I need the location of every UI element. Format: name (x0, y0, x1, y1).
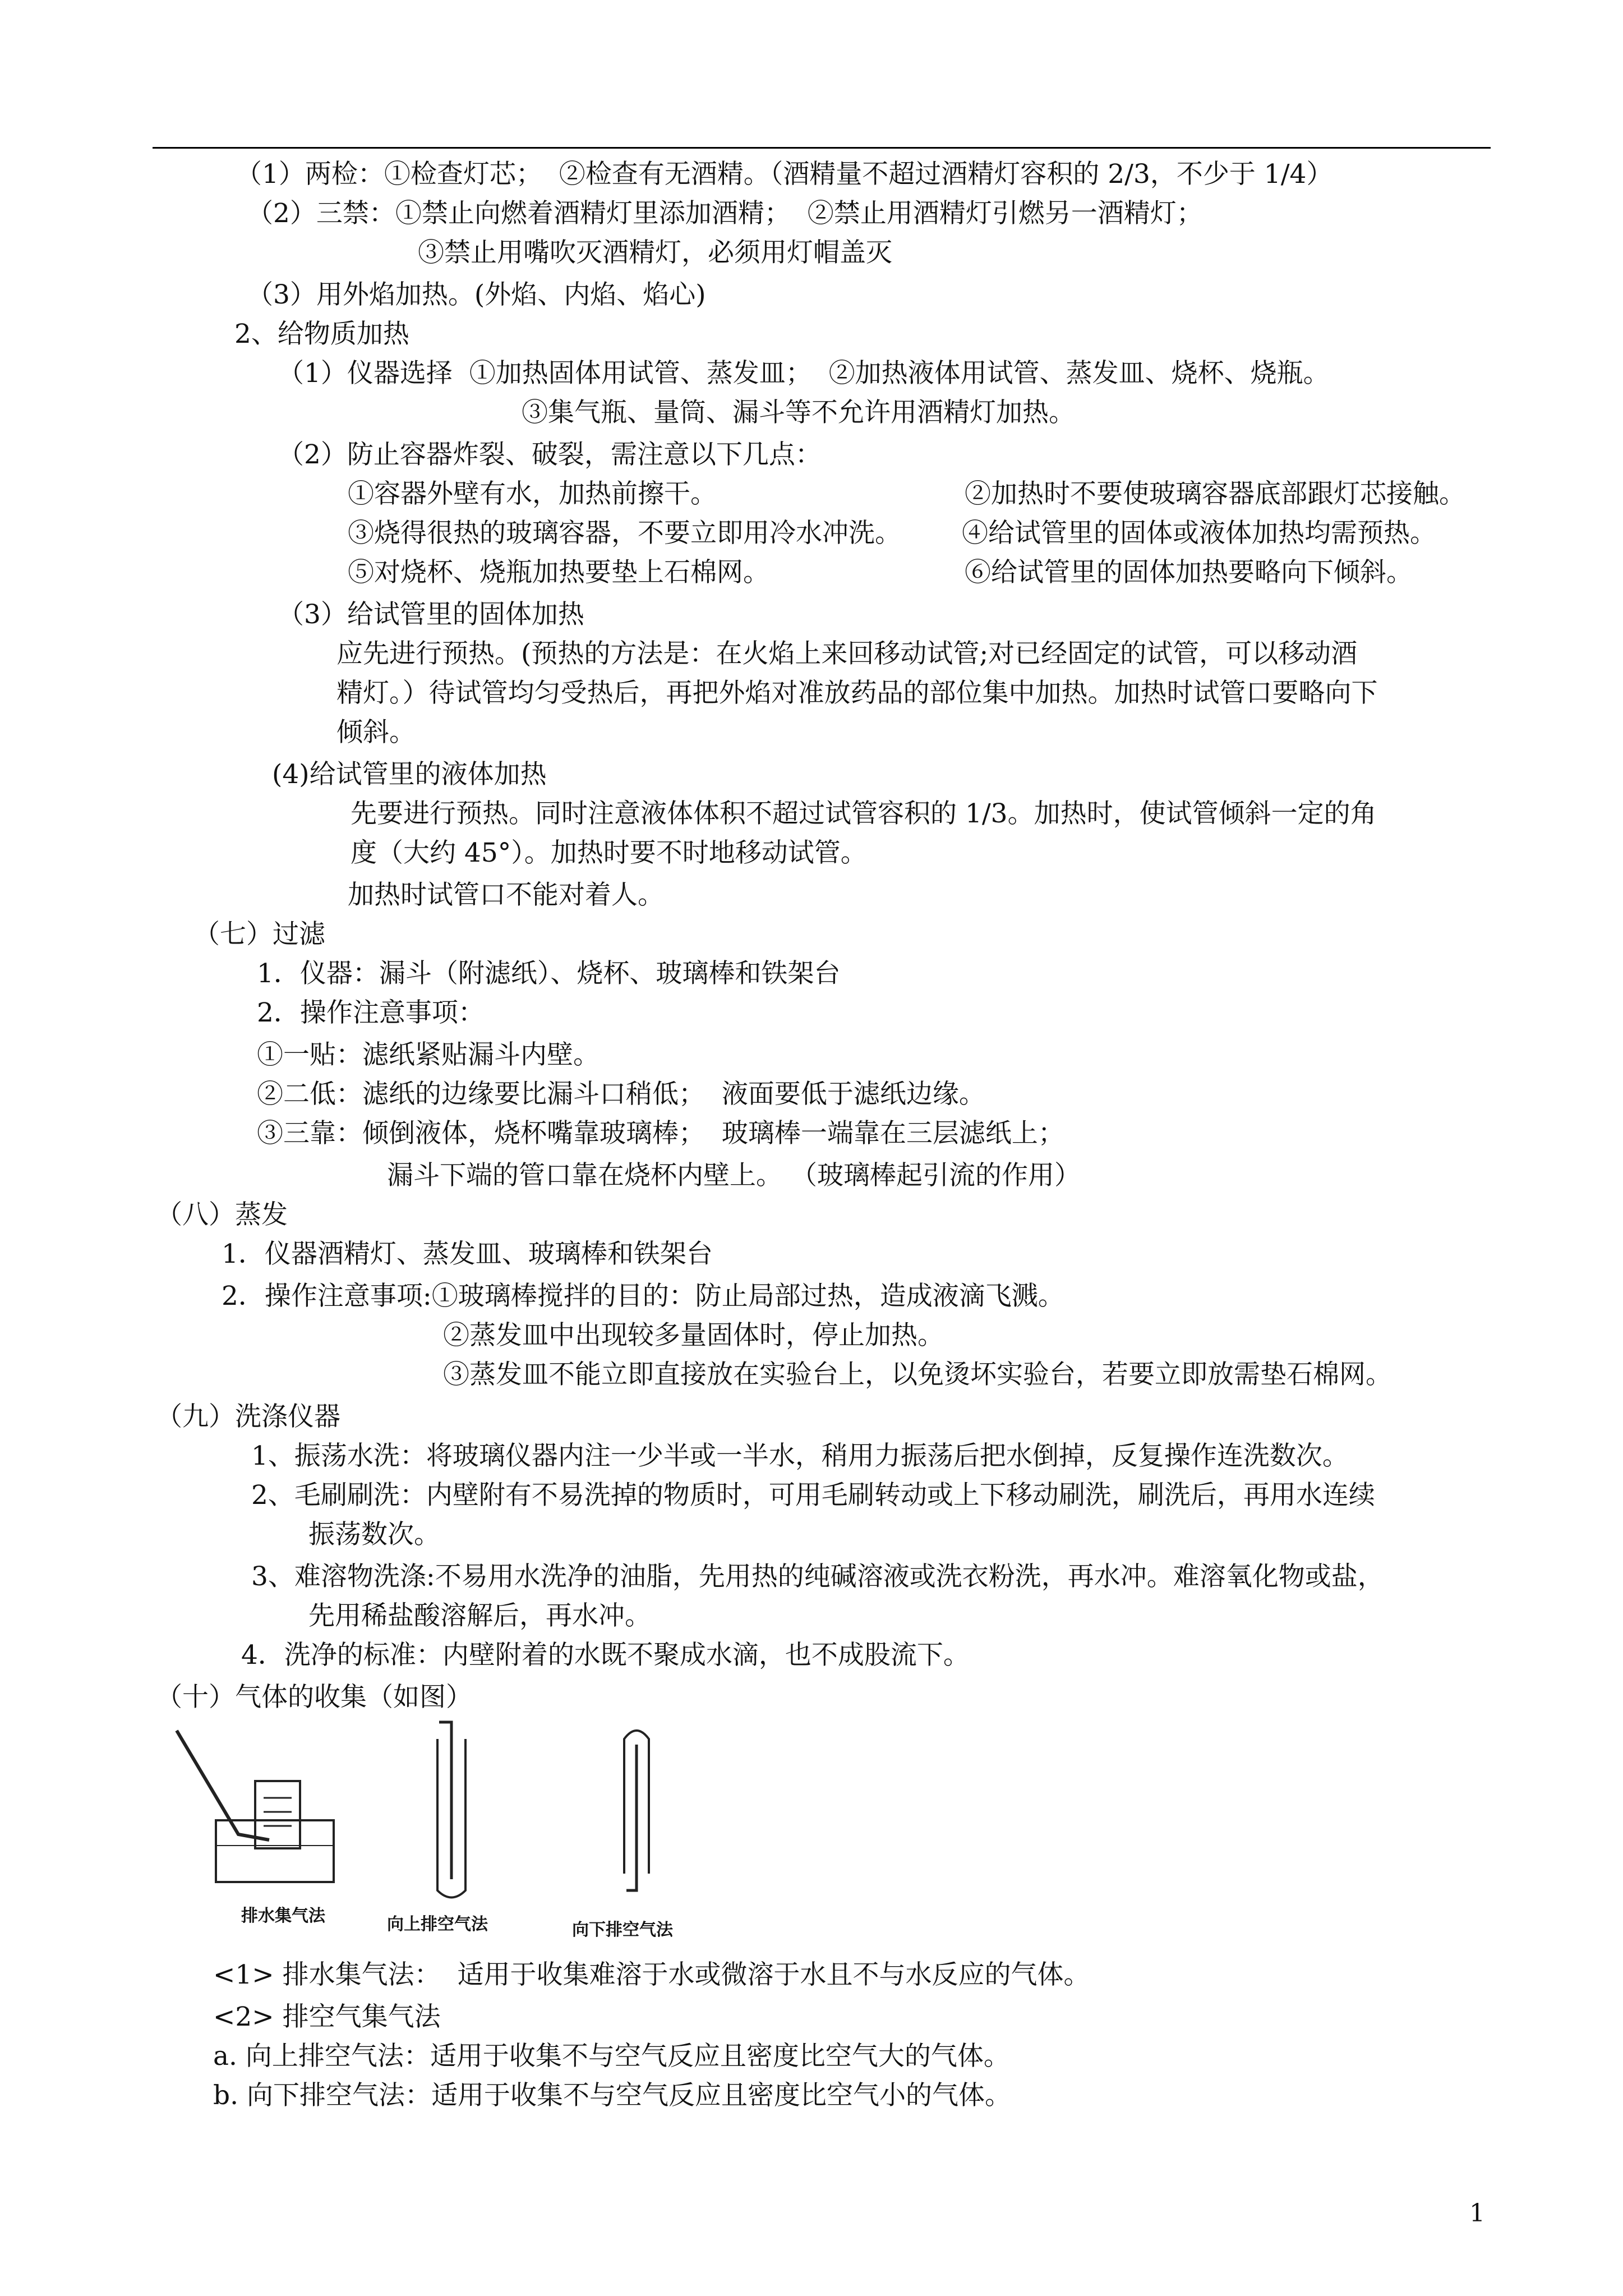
figure-caption: 向下排空气法 (572, 1920, 673, 1940)
text-line: 1、振荡水洗：将玻璃仪器内注一少半或一半水，稍用力振荡后把水倒掉，反复操作连洗数次。 (251, 1441, 1349, 1471)
text-line: （1）两检：①检查灯芯； ②检查有无酒精。（酒精量不超过酒精灯容积的 2/3，不少于 1/4） (236, 159, 1333, 190)
inner-pipe-down (626, 1745, 637, 1890)
text-line: （3）给试管里的固体加热 (278, 599, 584, 630)
text-line: 3、难溶物洗涤:不易用水洗净的油脂，先用热的纯碱溶液或洗衣粉洗，再水冲。难溶氧化物或盐， (251, 1561, 1384, 1592)
text-line: 加热时试管口不能对着人。 (348, 880, 664, 910)
text-line: ⑥给试管里的固体加热要略向下倾斜。 (965, 557, 1413, 588)
text-line: 2．操作注意事项： (257, 997, 485, 1028)
figure-caption: 排水集气法 (241, 1906, 325, 1926)
text-line: ⑤对烧杯、烧瓶加热要垫上石棉网。 (348, 557, 769, 588)
text-line: (4)给试管里的液体加热 (272, 759, 547, 790)
text-line: a. 向上排空气法：适用于收集不与空气反应且密度比空气大的气体。 (213, 2041, 1010, 2072)
inner-pipe-up (439, 1722, 451, 1879)
text-line: 振荡数次。 (308, 1519, 440, 1550)
text-line: 先用稀盐酸溶解后，再水冲。 (308, 1600, 651, 1631)
text-line: （2）防止容器炸裂、破裂，需注意以下几点： (278, 439, 822, 470)
text-line: <1> 排水集气法： 适用于收集难溶于水或微溶于水且不与水反应的气体。 (213, 1959, 1090, 1990)
page-number: 1 (1469, 2199, 1485, 2228)
text-line: ②加热时不要使玻璃容器底部跟灯芯接触。 (965, 478, 1465, 509)
text-line: ③禁止用嘴吹灭酒精灯，必须用灯帽盖灭 (418, 237, 892, 268)
text-line: 度（大约 45°）。加热时要不时地移动试管。 (351, 838, 867, 868)
text-line: ③烧得很热的玻璃容器，不要立即用冷水冲洗。 (348, 518, 901, 549)
text-line: （3）用外焰加热。(外焰、内焰、焰心) (247, 279, 706, 310)
text-line: 应先进行预热。(预热的方法是：在火焰上来回移动试管;对已经固定的试管，可以移动酒 (336, 638, 1358, 669)
text-line: 2、给物质加热 (234, 319, 409, 349)
section-heading: （九）洗涤仪器 (156, 1401, 340, 1432)
section-heading: （十）气体的收集（如图） (156, 1682, 472, 1713)
header-rule (153, 147, 1491, 149)
text-line: 1．仪器酒精灯、蒸发皿、玻璃棒和铁架台 (222, 1239, 713, 1269)
text-line: （2）三禁：①禁止向燃着酒精灯里添加酒精； ②禁止用酒精灯引燃另一酒精灯； (247, 198, 1203, 229)
text-line: ①一贴：滤纸紧贴漏斗内壁。 (257, 1039, 600, 1070)
text-line: （1）仪器选择 ①加热固体用试管、蒸发皿； ②加热液体用试管、蒸发皿、烧杯、烧瓶。 (278, 358, 1330, 389)
text-line: <2> 排空气集气法 (213, 2001, 441, 2032)
text-line: ②蒸发皿中出现较多量固体时，停止加热。 (443, 1320, 944, 1351)
text-line: ③蒸发皿不能立即直接放在实验台上，以免烫坏实验台，若要立即放需垫石棉网。 (443, 1359, 1392, 1390)
figure-caption: 向上排空气法 (387, 1915, 488, 1934)
text-line: 漏斗下端的管口靠在烧杯内壁上。 （玻璃棒起引流的作用） (387, 1160, 1081, 1191)
text-line: ③集气瓶、量筒、漏斗等不允许用酒精灯加热。 (522, 397, 1075, 428)
text-line: ④给试管里的固体或液体加热均需预热。 (962, 518, 1436, 549)
gas-collection-figure (171, 1705, 698, 1941)
text-line: ③三靠：倾倒液体，烧杯嘴靠玻璃棒； 玻璃棒一端靠在三层滤纸上； (257, 1118, 1064, 1149)
text-line: ①容器外壁有水，加热前擦干。 (348, 478, 717, 509)
text-line: 倾斜。 (336, 717, 416, 748)
text-line: 2．操作注意事项:①玻璃棒搅拌的目的：防止局部过热，造成液滴飞溅。 (222, 1281, 1064, 1312)
text-line: 精灯。）待试管均匀受热后，再把外焰对准放药品的部位集中加热。加热时试管口要略向下 (336, 678, 1378, 708)
text-line: 先要进行预热。同时注意液体体积不超过试管容积的 1/3。加热时，使试管倾斜一定的角 (351, 798, 1377, 829)
text-line: 1．仪器：漏斗（附滤纸）、烧杯、玻璃棒和铁架台 (257, 958, 841, 989)
text-line: b. 向下排空气法：适用于收集不与空气反应且密度比空气小的气体。 (213, 2080, 1011, 2111)
section-heading: （七）过滤 (193, 919, 325, 950)
text-line: 4．洗净的标准：内壁附着的水既不聚成水滴，也不成股流下。 (241, 1640, 970, 1671)
text-line: 2、毛刷刷洗：内壁附有不易洗掉的物质时，可用毛刷转动或上下移动刷洗，刷洗后，再用水连续 (251, 1480, 1375, 1511)
section-heading: （八）蒸发 (156, 1199, 288, 1230)
text-line: ②二低：滤纸的边缘要比漏斗口稍低； 液面要低于滤纸边缘。 (257, 1079, 985, 1110)
